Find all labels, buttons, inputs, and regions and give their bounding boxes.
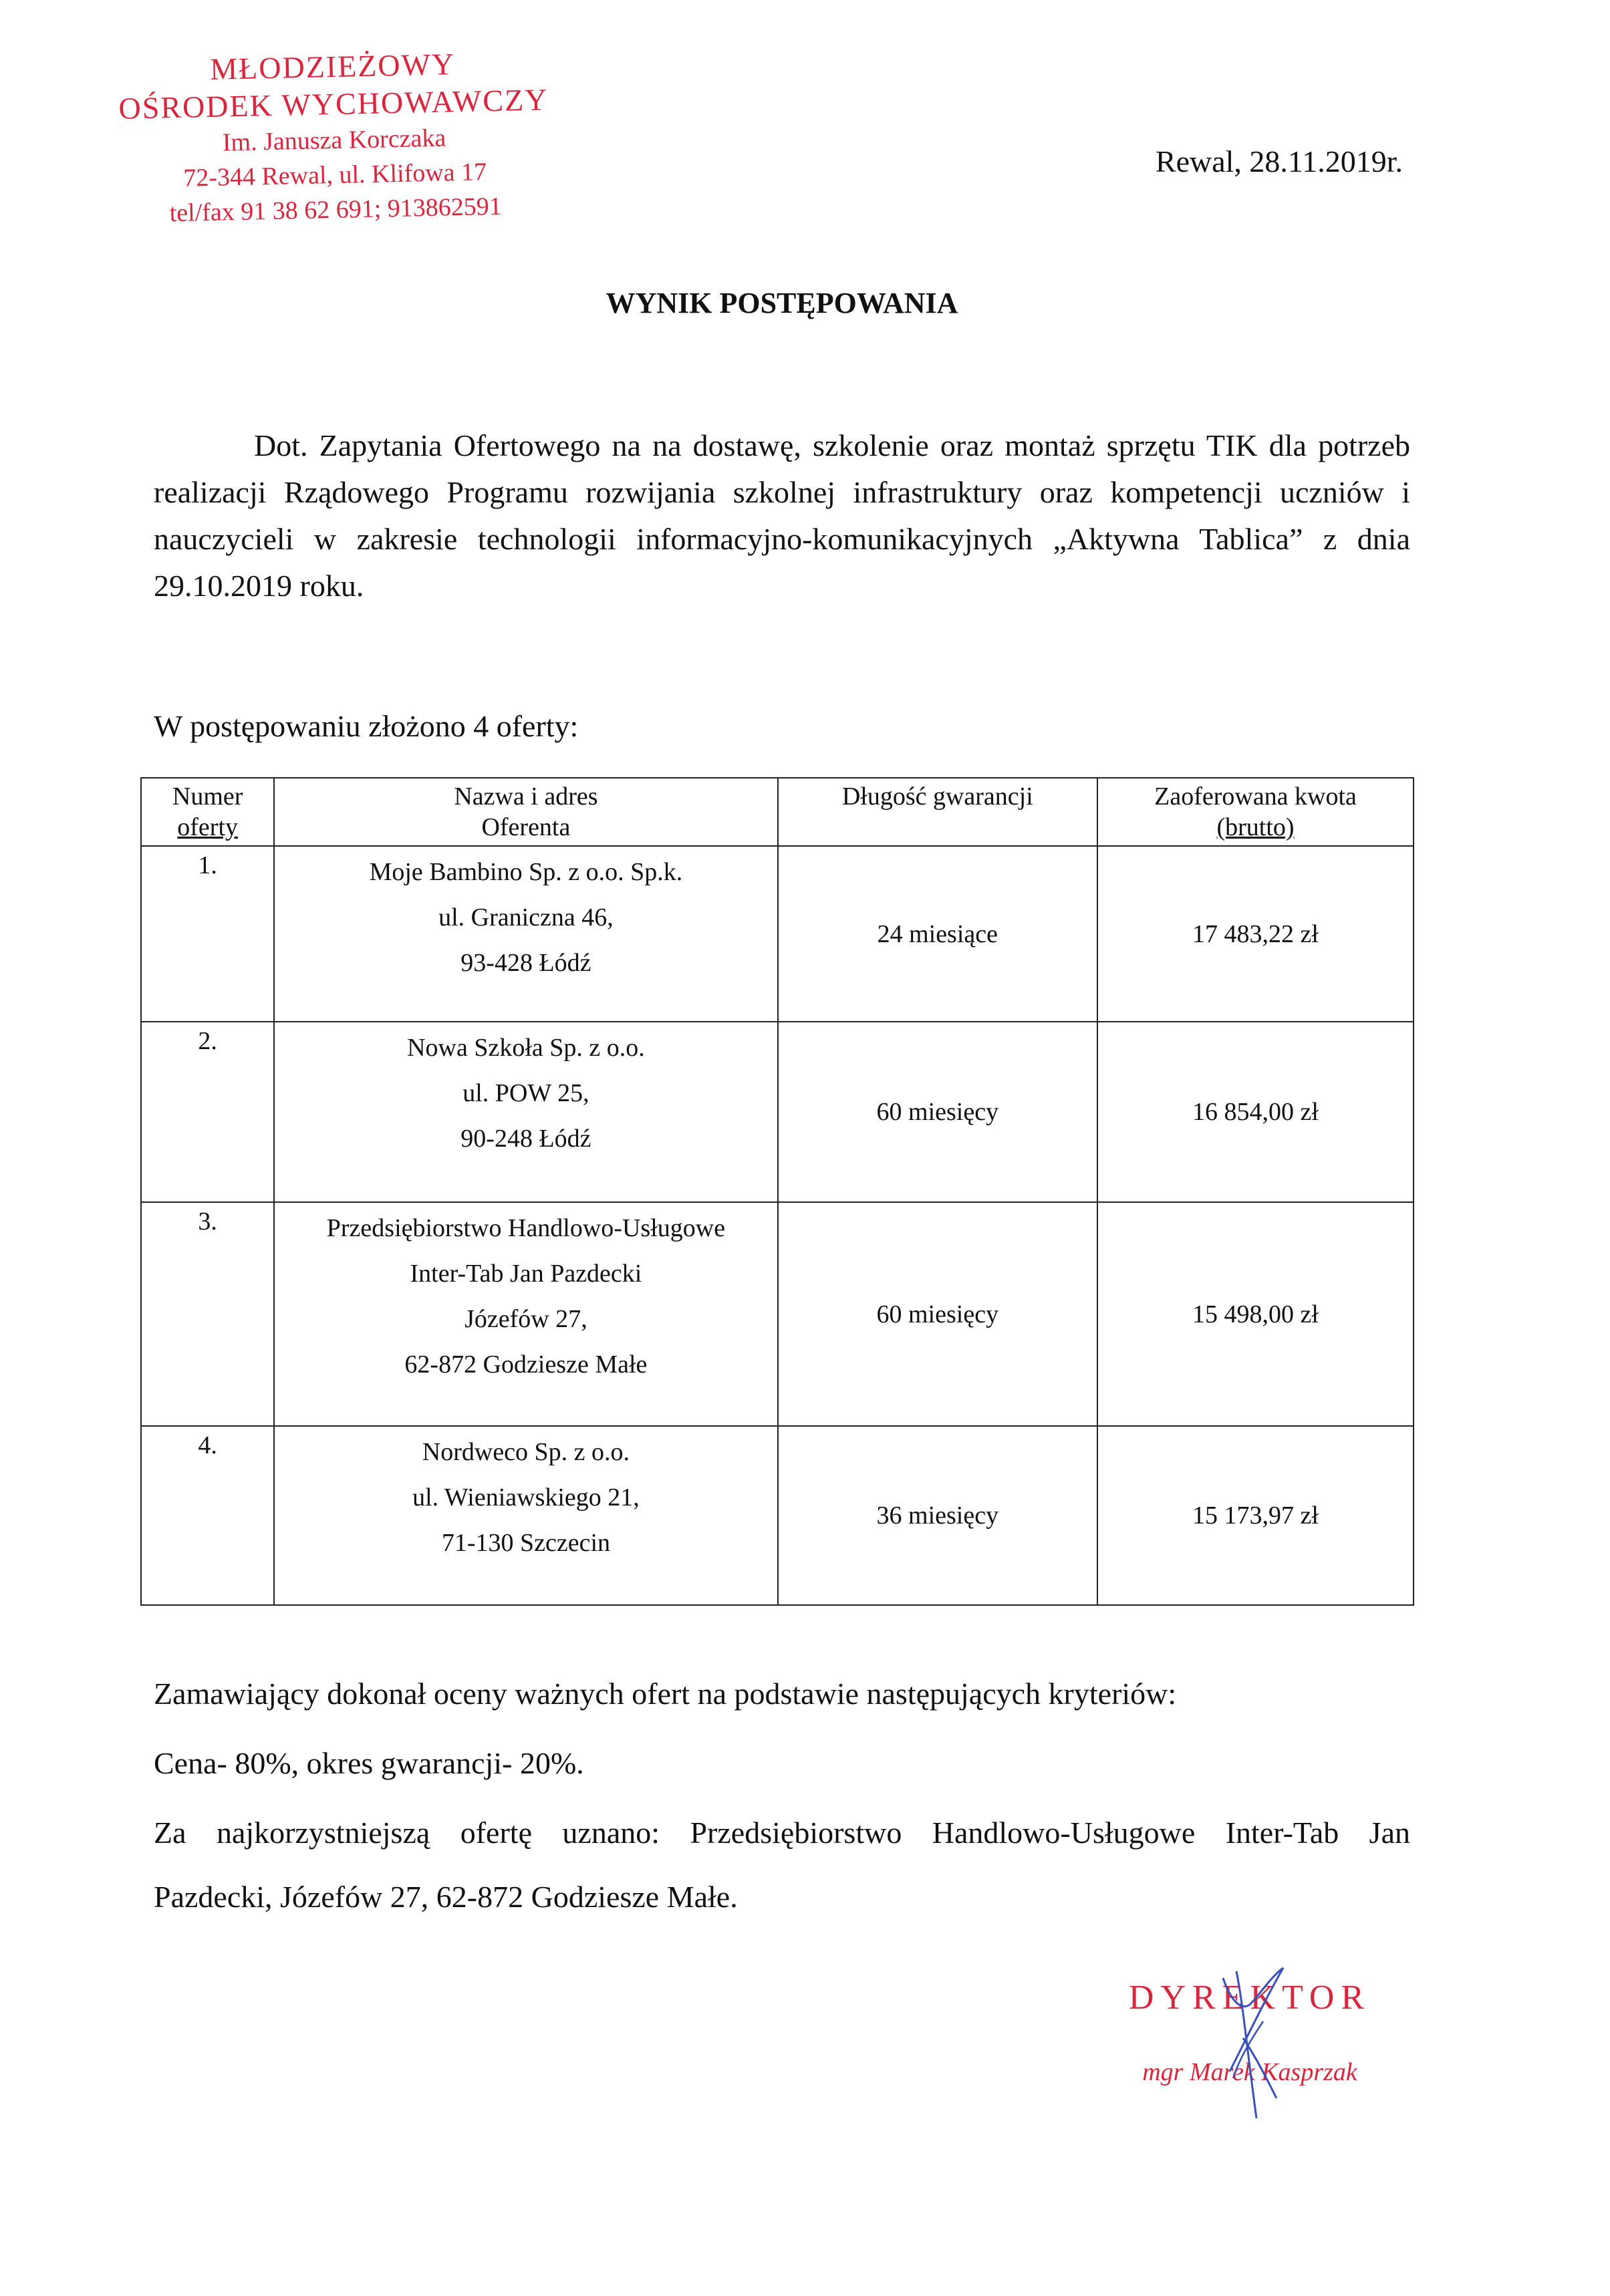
stamp-line-1: MŁODZIEŻOWY [209, 47, 456, 86]
offer-amount: 15 173,97 zł [1097, 1426, 1414, 1605]
criteria-weights: Cena- 80%, okres gwarancji- 20%. [154, 1746, 584, 1780]
document-title: WYNIK POSTĘPOWANIA [606, 287, 958, 319]
offer-warranty: 60 miesięcy [778, 1202, 1098, 1426]
header-warranty-text: Długość gwarancji [841, 782, 1033, 811]
offer-amount: 16 854,00 zł [1097, 1022, 1414, 1202]
intro-paragraph: Dot. Zapytania Ofertowego na na dostawę, szkolenie oraz montaż sprzętu TIK dla potrzeb realizacji Rządowego Programu rozwijania szkolnej infrastruktury oraz kompetencji uczniów i nauczycieli w zakresie technologii informacyjno-komunikacyjnych „Aktywna Tablica” z dnia 29.10.2019 roku. [154, 428, 1410, 603]
table-row [141, 846, 1414, 1022]
offer-warranty: 24 miesiące [778, 846, 1098, 1022]
director-name: mgr Marek Kasprzak [1142, 2058, 1357, 2086]
header-name-line1: Nazwa i adres [454, 782, 598, 811]
address-line: 71-130 Szczecin [441, 1529, 611, 1557]
address-line: Józefów 27, [464, 1305, 587, 1333]
offer-amount: 15 498,00 zł [1097, 1202, 1414, 1426]
address-line: 90-248 Łódź [460, 1125, 591, 1153]
offer-address [274, 1426, 777, 1605]
table-row [141, 1426, 1414, 1605]
table-row [141, 1022, 1414, 1202]
header-number-line2: oferty [177, 813, 239, 841]
offer-number: 1. [141, 846, 274, 1022]
header-number [141, 778, 274, 846]
address-line: 93-428 Łódź [460, 949, 591, 977]
address-line: ul. POW 25, [462, 1079, 589, 1107]
offer-number: 4. [141, 1426, 274, 1605]
offers-table [140, 777, 1414, 1606]
offer-address [274, 1202, 777, 1426]
address-line: Przedsiębiorstwo Handlowo-Usługowe [326, 1214, 726, 1242]
offer-address [274, 846, 777, 1022]
winner-line-2: Pazdecki, Józefów 27, 62-872 Godziesze Małe. [154, 1880, 738, 1914]
address-line: ul. Wieniawskiego 21, [412, 1483, 640, 1512]
offer-address [274, 1022, 777, 1202]
stamp-line-3: Im. Janusza Korczaka [222, 124, 446, 157]
director-role: DYREKTOR [1128, 1979, 1371, 2017]
address-line: Nowa Szkoła Sp. z o.o. [407, 1034, 645, 1062]
header-number-line1: Numer [172, 782, 243, 811]
header-warranty [778, 778, 1098, 846]
address-line: 62-872 Godziesze Małe [404, 1350, 648, 1379]
address-line: Moje Bambino Sp. z o.o. Sp.k. [369, 858, 683, 886]
table-header-row [141, 778, 1414, 846]
offer-warranty: 60 miesięcy [778, 1022, 1098, 1202]
stamp-line-4: 72-344 Rewal, ul. Klifowa 17 [182, 158, 487, 192]
header-amount-line1: Zaoferowana kwota [1154, 782, 1357, 811]
address-line: Nordweco Sp. z o.o. [422, 1438, 630, 1466]
handwritten-signature-icon [1203, 1965, 1310, 2125]
institution-stamp [98, 43, 569, 233]
stamp-line-5: tel/fax 91 38 62 691; 913862591 [169, 192, 503, 228]
offer-number: 3. [141, 1202, 274, 1426]
header-name [274, 778, 777, 846]
offer-warranty: 36 miesięcy [778, 1426, 1098, 1605]
address-line: ul. Graniczna 46, [438, 903, 614, 931]
header-amount-line2: (brutto) [1216, 813, 1295, 841]
winner-line-1: Za najkorzystniejszą ofertę uznano: Przedsiębiorstwo Handlowo-Usługowe Inter-Tab Jan [154, 1816, 1410, 1850]
header-name-line2: Oferenta [481, 813, 571, 841]
offer-amount: 17 483,22 zł [1097, 846, 1414, 1022]
offer-number: 2. [141, 1022, 274, 1202]
criteria-intro: Zamawiający dokonał oceny ważnych ofert na podstawie następujących kryteriów: [154, 1677, 1177, 1711]
header-amount [1097, 778, 1414, 846]
offers-intro: W postępowaniu złożono 4 oferty: [154, 709, 579, 743]
stamp-line-2: OŚRODEK WYCHOWAWCZY [118, 82, 549, 126]
address-line: Inter-Tab Jan Pazdecki [410, 1260, 642, 1288]
date-line: Rewal, 28.11.2019r. [1155, 144, 1403, 178]
table-row [141, 1202, 1414, 1426]
